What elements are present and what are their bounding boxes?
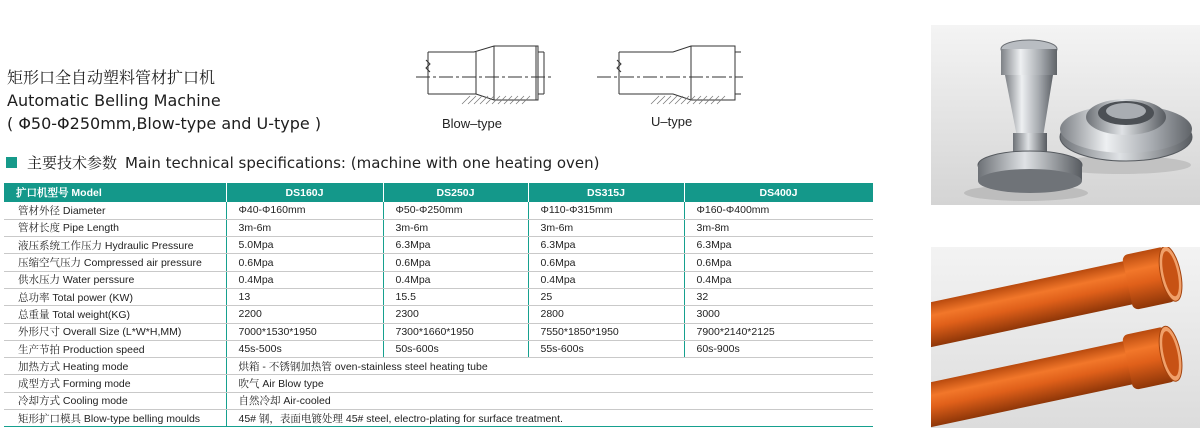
table-cell: 13: [226, 288, 383, 305]
table-cell: 0.4Mpa: [383, 271, 528, 288]
table-cell: 5.0Mpa: [226, 237, 383, 254]
table-cell-merged: 吹气 Air Blow type: [226, 375, 873, 392]
mould-image: [931, 25, 1200, 205]
spec-heading-cn: 主要技术参数: [27, 154, 118, 172]
table-cell: 25: [528, 288, 684, 305]
row-label: 生产节拍 Production speed: [4, 340, 226, 357]
blow-type-drawing: [412, 38, 562, 108]
row-label: 管材长度 Pipe Length: [4, 219, 226, 236]
table-cell: 6.3Mpa: [383, 237, 528, 254]
header-ds315j: DS315J: [528, 183, 684, 202]
table-cell: Φ50-Φ250mm: [383, 202, 528, 219]
table-row: [4, 254, 873, 271]
table-cell: 45s-500s: [226, 340, 383, 357]
table-cell: 7550*1850*1950: [528, 323, 684, 340]
spec-heading-en: Main technical specifications: (machine with one heating oven): [125, 153, 600, 172]
table-row: [4, 219, 873, 236]
table-cell: 0.4Mpa: [528, 271, 684, 288]
u-type-drawing: [593, 38, 753, 108]
table-row: [4, 202, 873, 219]
mould-photo: [931, 25, 1200, 205]
row-label: 供水压力 Water perssure: [4, 271, 226, 288]
table-cell: 3m-6m: [383, 219, 528, 236]
row-label: 冷却方式 Cooling mode: [4, 392, 226, 409]
table-cell: Φ160-Φ400mm: [684, 202, 873, 219]
table-cell: 3000: [684, 306, 873, 323]
title-cn: 矩形口全自动塑料管材扩口机: [7, 68, 216, 87]
table-cell: 3m-6m: [226, 219, 383, 236]
table-cell: Φ40-Φ160mm: [226, 202, 383, 219]
table-row: [4, 323, 873, 340]
table-cell: 6.3Mpa: [528, 237, 684, 254]
table-row: [4, 271, 873, 288]
table-cell-merged: 45# 钢，表面电镀处理 45# steel, electro-plating for surface treatment.: [226, 410, 873, 427]
table-cell: 3m-6m: [528, 219, 684, 236]
heading-square-icon: [6, 157, 17, 168]
header-ds160j: DS160J: [226, 183, 383, 202]
table-row: [4, 375, 873, 392]
table-cell: 0.6Mpa: [528, 254, 684, 271]
table-cell: 7300*1660*1950: [383, 323, 528, 340]
row-label: 总功率 Total power (KW): [4, 288, 226, 305]
blow-type-diagram: [412, 38, 562, 131]
header-ds250j: DS250J: [383, 183, 528, 202]
header-model: 扩口机型号 Model: [4, 183, 226, 202]
title-block: [7, 66, 321, 135]
header-ds400j: DS400J: [684, 183, 873, 202]
table-cell: 6.3Mpa: [684, 237, 873, 254]
table-cell: 55s-600s: [528, 340, 684, 357]
table-cell: 15.5: [383, 288, 528, 305]
table-cell: 60s-900s: [684, 340, 873, 357]
table-cell: 0.4Mpa: [226, 271, 383, 288]
title-range: ( Φ50-Φ250mm,Blow-type and U-type ): [7, 114, 322, 133]
table-cell: 50s-600s: [383, 340, 528, 357]
u-type-label: U–type: [651, 114, 693, 129]
table-row: [4, 288, 873, 305]
blow-type-label: Blow–type: [442, 116, 502, 131]
table-row: [4, 237, 873, 254]
table-row: [4, 358, 873, 375]
pipe-image: [931, 247, 1200, 428]
table-cell-merged: 烘箱 - 不锈钢加热管 oven-stainless steel heating tube: [226, 358, 873, 375]
title-en: Automatic Belling Machine: [7, 91, 221, 110]
table-cell: Φ110-Φ315mm: [528, 202, 684, 219]
table-row: [4, 410, 873, 427]
row-label: 管材外径 Diameter: [4, 202, 226, 219]
table-cell: 3m-8m: [684, 219, 873, 236]
table-cell: 0.6Mpa: [226, 254, 383, 271]
table-cell: 2800: [528, 306, 684, 323]
table-cell: 2300: [383, 306, 528, 323]
table-cell-merged: 自然冷却 Air-cooled: [226, 392, 873, 409]
spec-table: [4, 183, 874, 427]
table-cell: 32: [684, 288, 873, 305]
table-cell: 7000*1530*1950: [226, 323, 383, 340]
table-row: [4, 392, 873, 409]
table-cell: 0.6Mpa: [383, 254, 528, 271]
pipe-photo: [931, 247, 1200, 428]
u-type-diagram: [593, 38, 753, 129]
table-row: [4, 340, 873, 357]
table-cell: 7900*2140*2125: [684, 323, 873, 340]
row-label: 压缩空气压力 Compressed air pressure: [4, 254, 226, 271]
table-cell: 0.6Mpa: [684, 254, 873, 271]
table-header-row: [4, 183, 873, 202]
row-label: 总重量 Total weight(KG): [4, 306, 226, 323]
table-cell: 2200: [226, 306, 383, 323]
spec-heading: [6, 152, 600, 173]
row-label: 外形尺寸 Overall Size (L*W*H,MM): [4, 323, 226, 340]
row-label: 矩形扩口模具 Blow-type belling moulds: [4, 410, 226, 427]
table-row: [4, 306, 873, 323]
row-label: 成型方式 Forming mode: [4, 375, 226, 392]
row-label: 加热方式 Heating mode: [4, 358, 226, 375]
table-cell: 0.4Mpa: [684, 271, 873, 288]
row-label: 液压系统工作压力 Hydraulic Pressure: [4, 237, 226, 254]
